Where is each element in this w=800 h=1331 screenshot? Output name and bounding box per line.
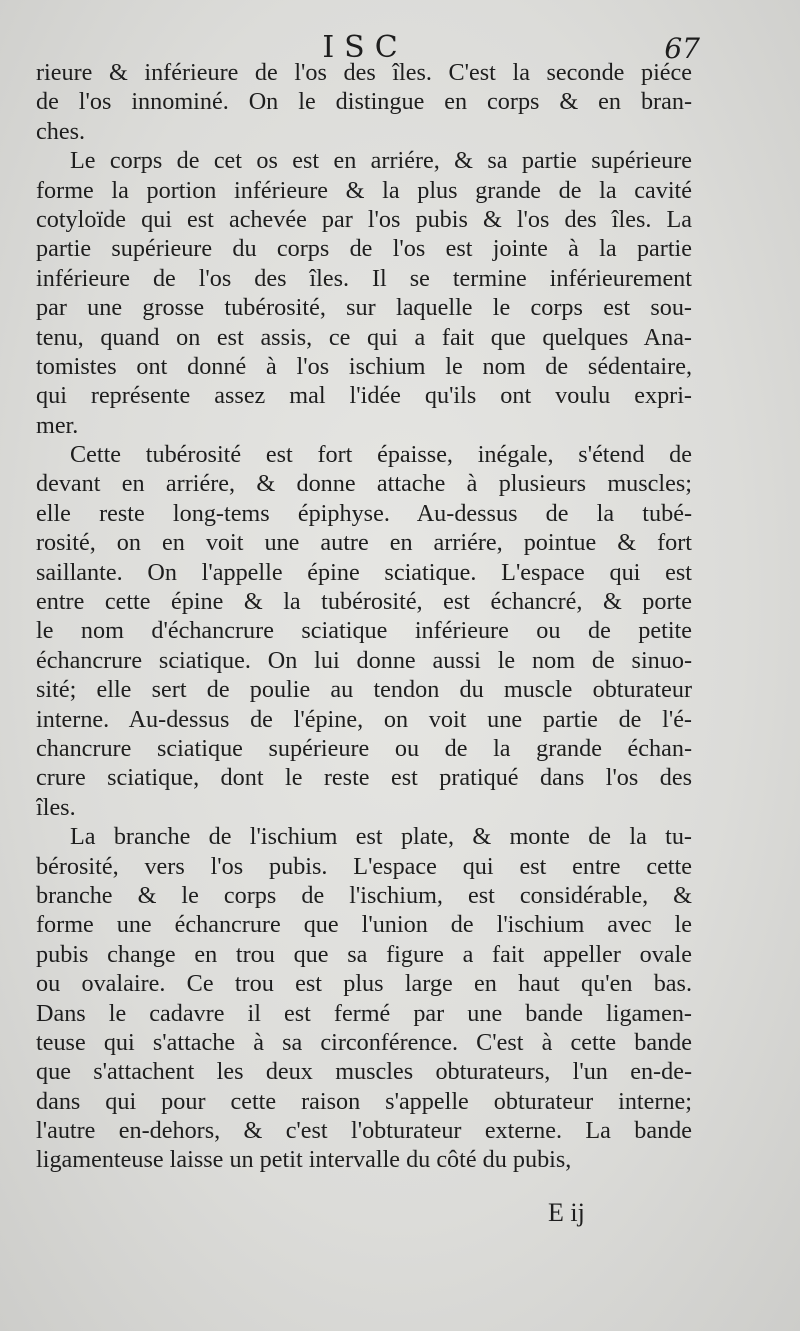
text-line: îles. [36, 793, 76, 821]
text-line: tenu, quand on est assis, ce qui a fait que quelques Ana- [36, 323, 692, 351]
text-line: La branche de l'ischium est plate, & monte de la tu- [70, 823, 692, 851]
text-line: ligamenteuse laisse un petit intervalle du côté du pubis, [36, 1146, 572, 1174]
text-line: interne. Au-dessus de l'épine, on voit une partie de l'é- [36, 705, 692, 733]
text-line: l'autre en-dehors, & c'est l'obturateur externe. La bande [36, 1117, 692, 1145]
text-line: crure sciatique, dont le reste est pratiqué dans l'os des [36, 764, 692, 792]
page-number: 67 [664, 32, 700, 65]
text-line: branche & le corps de l'ischium, est considérable, & [36, 881, 692, 909]
text-line: qui représente assez mal l'idée qu'ils ont voulu expri- [36, 382, 692, 410]
text-line: teuse qui s'attache à sa circonférence. C'est à cette bande [36, 1028, 692, 1056]
text-line: Dans le cadavre il est fermé par une bande ligamen- [36, 999, 692, 1027]
text-line: tomistes ont donné à l'os ischium le nom de sédentaire, [36, 352, 692, 380]
text-line: mer. [36, 411, 79, 439]
text-line: sité; elle sert de poulie au tendon du muscle obturateur [36, 676, 692, 704]
text-line: partie supérieure du corps de l'os est jointe à la partie [36, 235, 692, 263]
text-line: Le corps de cet os est en arriére, & sa partie supérieure [70, 147, 692, 175]
text-line: elle reste long-tems épiphyse. Au-dessus de la tubé- [36, 499, 692, 527]
text-line: bérosité, vers l'os pubis. L'espace qui est entre cette [36, 852, 692, 880]
text-line: ches. [36, 117, 86, 145]
body-text [36, 58, 692, 1175]
text-line: rosité, on en voit une autre en arriére, pointue & fort [36, 529, 692, 557]
text-line: par une grosse tubérosité, sur laquelle le corps est sou- [36, 294, 692, 322]
text-line: ou ovalaire. Ce trou est plus large en haut qu'en bas. [36, 970, 692, 998]
signature-mark: E ij [548, 1198, 585, 1227]
text-line: inférieure de l'os des îles. Il se termine inférieurement [36, 264, 692, 292]
text-line: devant en arriére, & donne attache à plusieurs muscles; [36, 470, 692, 498]
text-line: le nom d'échancrure sciatique inférieure ou de petite [36, 617, 692, 645]
text-line: forme une échancrure que l'union de l'ischium avec le [36, 911, 692, 939]
text-line: entre cette épine & la tubérosité, est échancré, & porte [36, 588, 692, 616]
text-line: forme la portion inférieure & la plus grande de la cavité [36, 176, 692, 204]
text-line: dans qui pour cette raison s'appelle obturateur interne; [36, 1087, 692, 1115]
text-line: de l'os innominé. On le distingue en corps & en bran- [36, 88, 692, 116]
text-line: chancrure sciatique supérieure ou de la grande échan- [36, 734, 692, 762]
running-title: ISC [322, 30, 408, 65]
text-line: rieure & inférieure de l'os des îles. C'est la seconde piéce [36, 59, 692, 86]
text-line: pubis change en trou que sa figure a fait appeller ovale [36, 940, 692, 968]
text-line: cotyloïde qui est achevée par l'os pubis & l'os des îles. La [36, 205, 692, 233]
text-line: Cette tubérosité est fort épaisse, inégale, s'étend de [70, 441, 692, 469]
text-line: saillante. On l'appelle épine sciatique. L'espace qui est [36, 558, 692, 586]
text-line: que s'attachent les deux muscles obturateurs, l'un en-de- [36, 1058, 692, 1086]
text-line: échancrure sciatique. On lui donne aussi le nom de sinuo- [36, 646, 692, 674]
